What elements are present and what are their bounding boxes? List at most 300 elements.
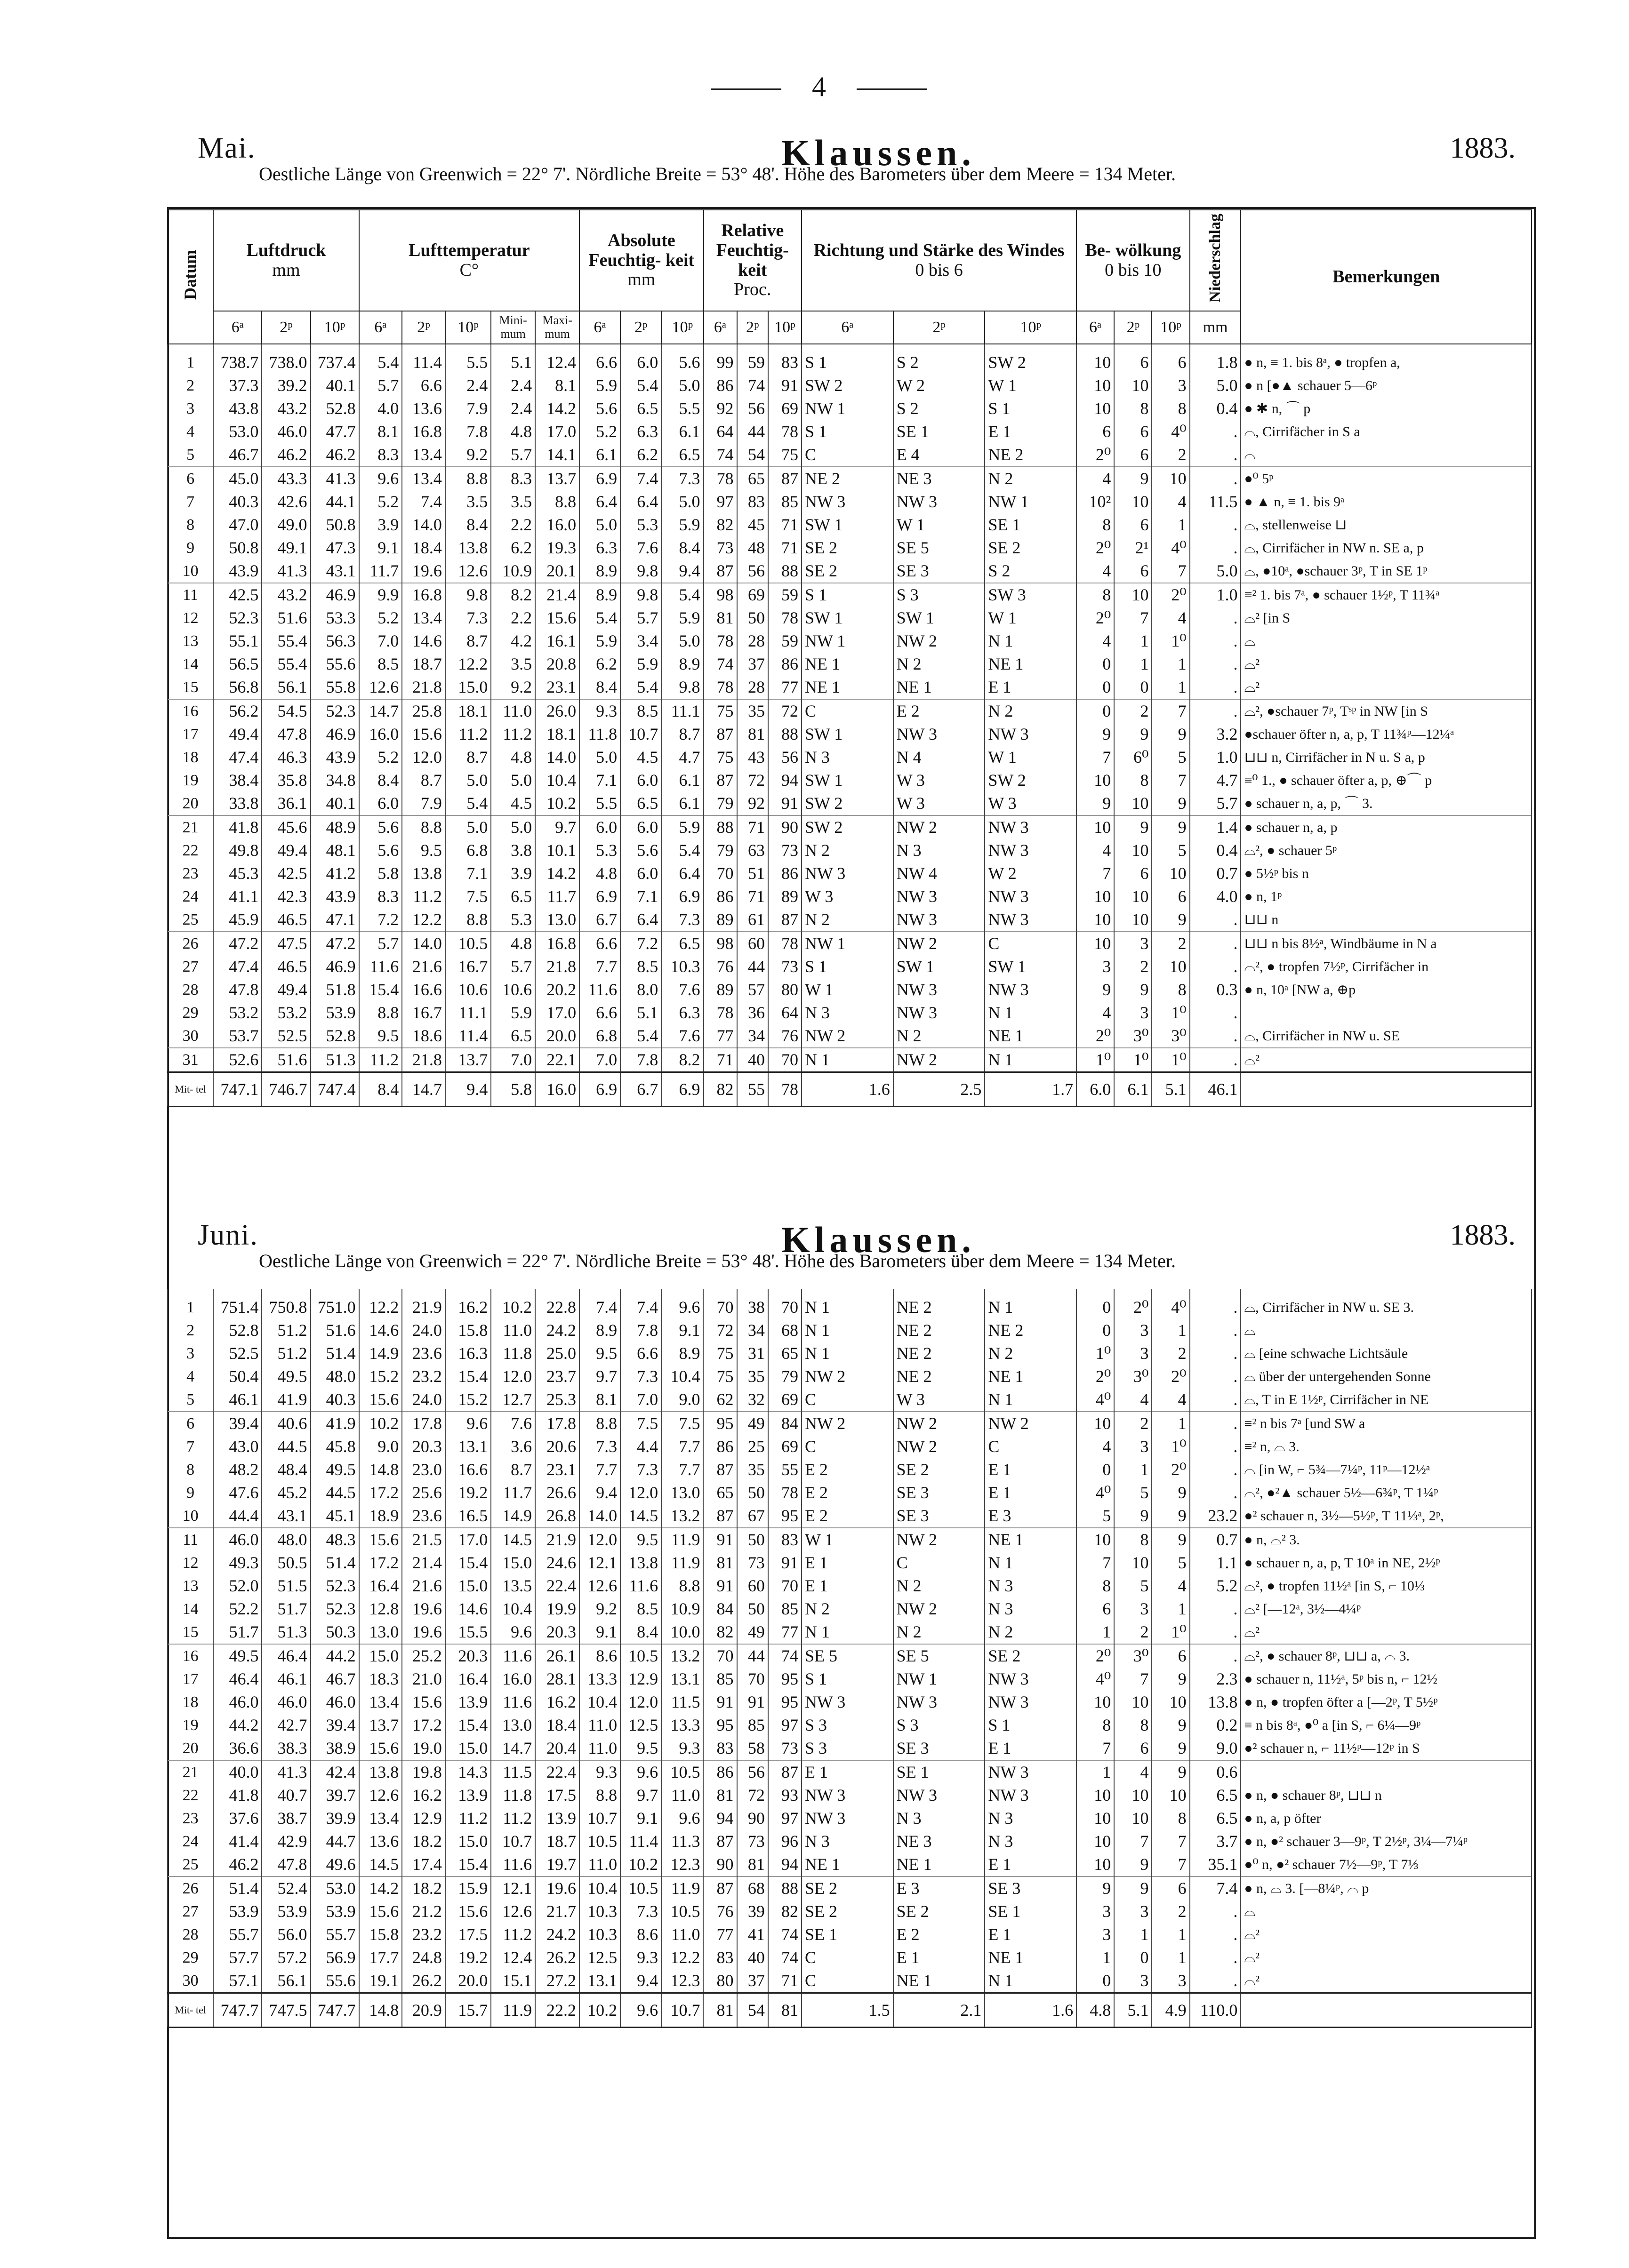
data-cell: 17.0 (535, 420, 579, 443)
data-cell: 5.6 (620, 839, 661, 862)
data-cell: 4 (1076, 559, 1114, 583)
data-cell: 15.9 (445, 1877, 491, 1900)
data-cell: 7.4 (579, 1296, 620, 1319)
data-cell: 26.1 (535, 1644, 579, 1668)
data-cell: 7 (1114, 607, 1152, 630)
remark-cell: ⊔⊔ n, Cirrifächer in N u. S a, p (1241, 746, 1532, 769)
data-cell: 13.9 (535, 1807, 579, 1830)
data-cell: 1.0 (1190, 583, 1241, 607)
data-cell: 15.6 (445, 1900, 491, 1923)
data-cell: 9.7 (579, 1365, 620, 1388)
data-cell: 44.4 (213, 1504, 262, 1528)
data-cell: 4⁰ (1076, 1388, 1114, 1412)
data-cell: 5.0 (579, 746, 620, 769)
date-cell: 19 (168, 1714, 213, 1737)
data-cell: 7.5 (620, 1412, 661, 1435)
data-cell: SE 1 (985, 513, 1076, 536)
remark-cell: ● schauer n, a, p, ⌒ 3. (1241, 792, 1532, 815)
data-cell: NW 2 (893, 1048, 985, 1072)
data-cell: 11.0 (661, 1784, 703, 1807)
data-cell: 11.4 (445, 1024, 491, 1048)
data-cell: 10.7 (579, 1807, 620, 1830)
table-row (168, 1551, 1532, 1574)
data-cell: NW 3 (802, 1784, 893, 1807)
data-cell: S 3 (893, 1714, 985, 1737)
data-cell: 13.4 (402, 607, 445, 630)
data-cell: 75 (703, 1365, 737, 1388)
data-cell: 4 (1076, 467, 1114, 490)
data-cell: 11.8 (491, 1784, 535, 1807)
data-cell: 0.6 (1190, 1760, 1241, 1784)
table-row (168, 1412, 1532, 1435)
data-cell: 17.2 (359, 1481, 402, 1504)
data-cell: 12.4 (491, 1946, 535, 1969)
data-cell: 12.2 (359, 1296, 402, 1319)
data-cell: 738.7 (213, 351, 262, 374)
data-cell: 51.4 (213, 1877, 262, 1900)
data-cell: E 3 (893, 1877, 985, 1900)
table-row (168, 1830, 1532, 1853)
data-cell: NW 3 (893, 978, 985, 1001)
data-cell: 25 (737, 1435, 768, 1458)
remark-cell: ⌓² (1241, 1621, 1532, 1644)
data-cell: 9.6 (620, 1760, 661, 1784)
data-cell: 6.0 (620, 815, 661, 839)
data-cell: 40 (737, 1048, 768, 1072)
remark-cell: ● schauer n, 11½ᵃ, 5ᵖ bis n, ⌐ 12½ (1241, 1668, 1532, 1691)
data-cell: N 1 (802, 1342, 893, 1365)
col-2p: 2ᵖ (737, 311, 768, 344)
data-cell: SE 2 (802, 1877, 893, 1900)
data-cell: 9.6 (661, 1296, 703, 1319)
data-cell: 10.2 (620, 1853, 661, 1877)
data-cell: 6.0 (359, 792, 402, 815)
data-cell: 54 (737, 443, 768, 467)
data-cell: 10 (1114, 490, 1152, 513)
date-cell: 5 (168, 1388, 213, 1412)
data-cell: . (1190, 420, 1241, 443)
data-cell: 11.0 (579, 1714, 620, 1737)
data-cell: 64 (704, 420, 737, 443)
data-cell: NE 1 (802, 676, 893, 699)
data-cell: SW 1 (802, 769, 893, 792)
data-cell: 6.2 (620, 443, 661, 467)
data-cell: N 3 (802, 1001, 893, 1024)
mittel-cell: 20.9 (402, 1993, 445, 2028)
data-cell: 81 (703, 1551, 737, 1574)
data-cell: 9.5 (402, 839, 445, 862)
data-cell: 0 (1076, 1296, 1114, 1319)
data-cell: 79 (704, 839, 737, 862)
data-cell: 8.4 (661, 536, 703, 559)
data-cell: 46.9 (311, 583, 359, 607)
data-cell: 35 (737, 1458, 768, 1481)
data-cell: 44.1 (311, 490, 359, 513)
data-cell: 6 (1076, 420, 1114, 443)
data-cell: 10.5 (445, 932, 491, 955)
data-cell: 41.2 (311, 862, 359, 885)
data-cell: 57.7 (213, 1946, 262, 1969)
data-cell: 2⁰ (1076, 1365, 1114, 1388)
data-cell: 18.4 (535, 1714, 579, 1737)
data-cell: 2⁰ (1152, 1458, 1189, 1481)
data-cell: 56 (737, 559, 768, 583)
data-cell: 14.6 (445, 1597, 491, 1621)
data-cell: 87 (703, 1504, 737, 1528)
date-cell: 10 (168, 559, 213, 583)
mittel-label: Mit- tel (168, 1993, 213, 2028)
data-cell: 12.6 (359, 676, 402, 699)
data-cell: 16.3 (445, 1342, 491, 1365)
data-cell: 44.5 (311, 1481, 359, 1504)
data-cell: 14.0 (402, 513, 445, 536)
remark-cell: ⌓, Cirrifächer in NW u. SE 3. (1241, 1296, 1532, 1319)
data-cell: 12.2 (402, 908, 445, 932)
data-cell: 53.2 (213, 1001, 262, 1024)
data-cell: 48.1 (311, 839, 359, 862)
data-cell: 55.4 (262, 630, 310, 653)
remark-cell: ⌓², ● tropfen 11½ᵃ [in S, ⌐ 10⅓ (1241, 1574, 1532, 1597)
data-cell: 11.2 (491, 1807, 535, 1830)
data-cell: 9 (1152, 723, 1189, 746)
data-cell: S 3 (802, 1714, 893, 1737)
data-cell: 78 (704, 630, 737, 653)
data-cell: 11.6 (491, 1853, 535, 1877)
data-cell: 20.3 (402, 1435, 445, 1458)
data-cell: 39.4 (311, 1714, 359, 1737)
data-cell: NW 3 (985, 723, 1076, 746)
data-cell: 6.6 (579, 351, 620, 374)
table-row (168, 746, 1532, 769)
data-cell: 15.0 (445, 1830, 491, 1853)
data-cell: 7 (1152, 769, 1189, 792)
date-cell: 18 (168, 746, 213, 769)
data-cell: 9.1 (579, 1621, 620, 1644)
data-cell: 53.9 (311, 1900, 359, 1923)
data-cell: E 1 (802, 1760, 893, 1784)
col-6a: 6ᵃ (359, 311, 402, 344)
data-cell: 46.0 (262, 420, 310, 443)
data-cell: 95 (768, 1691, 802, 1714)
data-cell: 12.6 (579, 1574, 620, 1597)
data-cell: 3 (1114, 1900, 1152, 1923)
data-cell: 74 (768, 1923, 802, 1946)
data-cell: 52.2 (213, 1597, 262, 1621)
data-cell: 10 (1076, 769, 1114, 792)
data-cell: 7.8 (620, 1048, 661, 1072)
data-cell: 6.2 (491, 536, 535, 559)
data-cell: 8.8 (359, 1001, 402, 1024)
data-cell: 95 (703, 1714, 737, 1737)
data-cell: 7.4 (620, 1296, 661, 1319)
data-cell: 63 (737, 839, 768, 862)
remark-cell: ⌓² (1241, 653, 1532, 676)
data-cell: 45.3 (213, 862, 262, 885)
data-cell: 20.0 (445, 1969, 491, 1993)
data-cell: 6 (1114, 420, 1152, 443)
data-cell: 1.4 (1190, 815, 1241, 839)
data-cell: 53.9 (262, 1900, 310, 1923)
data-cell: 5.2 (579, 420, 620, 443)
data-cell: 10.7 (620, 723, 661, 746)
data-cell: 21.0 (402, 1668, 445, 1691)
data-cell: 1 (1152, 1923, 1189, 1946)
data-cell: 8.3 (359, 443, 402, 467)
data-cell: 48.0 (262, 1528, 310, 1551)
data-cell: 74 (704, 443, 737, 467)
data-cell: 4.8 (491, 420, 535, 443)
data-cell: 15.6 (402, 723, 445, 746)
data-cell: 40.7 (262, 1784, 310, 1807)
data-cell: 59 (768, 630, 802, 653)
data-cell: SW 1 (802, 723, 893, 746)
data-cell: 71 (704, 1048, 737, 1072)
data-cell: 48.4 (262, 1458, 310, 1481)
data-cell: 5.3 (579, 839, 620, 862)
data-cell: NE 1 (893, 676, 985, 699)
data-cell: 45.1 (311, 1504, 359, 1528)
date-cell: 17 (168, 1668, 213, 1691)
data-cell: 78 (768, 607, 802, 630)
data-cell: 13.5 (491, 1574, 535, 1597)
table-row (168, 397, 1532, 420)
remark-cell: ⌓² (1241, 1969, 1532, 1993)
data-cell: 22.4 (535, 1760, 579, 1784)
data-cell: 21.9 (402, 1296, 445, 1319)
data-cell: 5.5 (579, 792, 620, 815)
data-cell: E 1 (985, 420, 1076, 443)
data-cell: 6⁰ (1114, 746, 1152, 769)
data-cell: 7.7 (579, 1458, 620, 1481)
data-cell: 1 (1152, 1597, 1189, 1621)
data-cell: . (1190, 1365, 1241, 1388)
june-location: Oestliche Länge von Greenwich = 22° 7'. Nördliche Breite = 53° 48'. Höhe des Barometers über dem Meere = 134 Meter. (259, 1250, 1176, 1271)
data-cell: 40.1 (311, 374, 359, 397)
remark-cell: ⌓, stellenweise ⊔ (1241, 513, 1532, 536)
data-cell: 10 (1076, 397, 1114, 420)
remark-cell: ⌓² (1241, 1048, 1532, 1072)
data-cell: 2⁰ (1076, 443, 1114, 467)
data-cell: 13.6 (359, 1830, 402, 1853)
remark-cell: ⌓ (1241, 443, 1532, 467)
data-cell: 7.1 (445, 862, 491, 885)
data-cell: 8 (1152, 397, 1189, 420)
data-cell: 5.7 (359, 374, 402, 397)
data-cell: 7.8 (445, 420, 491, 443)
mittel-cell: 747.7 (311, 1993, 359, 2028)
data-cell: 7.1 (579, 769, 620, 792)
data-cell: 5.9 (661, 815, 703, 839)
data-cell: 6.1 (661, 420, 703, 443)
data-cell: 90 (737, 1807, 768, 1830)
data-cell: 52.8 (311, 397, 359, 420)
data-cell: 95 (703, 1412, 737, 1435)
data-cell: 8.2 (661, 1048, 703, 1072)
data-cell: N 3 (893, 1807, 985, 1830)
table-row (168, 1528, 1532, 1551)
data-cell: 17.8 (402, 1412, 445, 1435)
data-cell: 51.6 (262, 1048, 310, 1072)
data-cell: 57.1 (213, 1969, 262, 1993)
data-cell: 2.2 (491, 607, 535, 630)
data-cell: 64 (768, 1001, 802, 1024)
date-cell: 25 (168, 1853, 213, 1877)
data-cell: 5.0 (491, 769, 535, 792)
data-cell: 9.5 (620, 1737, 661, 1760)
data-cell: 41 (737, 1923, 768, 1946)
may-month: Mai. (198, 132, 256, 164)
data-cell: SE 3 (893, 1504, 985, 1528)
data-cell: . (1190, 1024, 1241, 1048)
june-table-block (167, 1289, 1532, 2028)
mittel-cell: 1.6 (985, 1993, 1076, 2028)
data-cell: 4⁰ (1152, 536, 1189, 559)
data-cell: 7.7 (661, 1435, 703, 1458)
data-cell: 5 (1114, 1574, 1152, 1597)
data-cell: 52.8 (213, 1319, 262, 1342)
data-cell: 14.5 (491, 1528, 535, 1551)
data-cell: 4 (1114, 1760, 1152, 1784)
data-cell: 4 (1076, 839, 1114, 862)
data-cell: 46.1 (213, 1388, 262, 1412)
data-cell: N 2 (893, 1574, 985, 1597)
data-cell: 750.8 (262, 1296, 310, 1319)
data-cell: 3.9 (359, 513, 402, 536)
remark-cell: ≡⁰ 1., ● schauer öfter a, p, ⊕⌒ p (1241, 769, 1532, 792)
data-cell: 13.8 (359, 1760, 402, 1784)
data-cell: E 1 (985, 1481, 1076, 1504)
data-cell: SE 2 (893, 1900, 985, 1923)
data-cell: NE 1 (985, 1946, 1076, 1969)
data-cell: 8.5 (620, 699, 661, 723)
data-cell: 78 (768, 1481, 802, 1504)
mittel-cell: 46.1 (1190, 1072, 1241, 1107)
data-cell: 48.9 (311, 815, 359, 839)
data-cell: 48 (737, 536, 768, 559)
data-cell: 8.4 (620, 1621, 661, 1644)
table-row (168, 1504, 1532, 1528)
data-cell: 46.9 (311, 955, 359, 978)
data-cell: 9 (1152, 1528, 1189, 1551)
data-cell: 4.0 (359, 397, 402, 420)
date-cell: 20 (168, 792, 213, 815)
data-cell: . (1190, 1412, 1241, 1435)
data-cell: 3 (1114, 1597, 1152, 1621)
data-cell: 19.1 (359, 1969, 402, 1993)
data-cell: 7.4 (402, 490, 445, 513)
data-cell: 11.9 (661, 1551, 703, 1574)
data-cell: 47.0 (213, 513, 262, 536)
mittel-cell: 22.2 (535, 1993, 579, 2028)
remark-cell: ≡² n, ⌓ 3. (1241, 1435, 1532, 1458)
date-cell: 12 (168, 607, 213, 630)
col-max: Maxi- mum (535, 311, 579, 344)
data-cell: 1 (1114, 1923, 1152, 1946)
data-cell: 52.8 (311, 1024, 359, 1048)
data-cell: 5.1 (620, 1001, 661, 1024)
remark-cell: ⌓² (1241, 676, 1532, 699)
data-cell: 13.0 (535, 908, 579, 932)
data-cell: 55.4 (262, 653, 310, 676)
data-cell: SW 2 (985, 769, 1076, 792)
data-cell: 0 (1076, 653, 1114, 676)
mittel-cell: 11.9 (491, 1993, 535, 2028)
table-row (168, 1365, 1532, 1388)
date-cell: 5 (168, 443, 213, 467)
data-cell: 16.8 (402, 583, 445, 607)
data-cell: 81 (737, 1853, 768, 1877)
data-cell: 5.5 (661, 397, 703, 420)
data-cell: 11.4 (620, 1830, 661, 1853)
data-cell: 11.0 (491, 1319, 535, 1342)
data-cell: 2.2 (491, 513, 535, 536)
data-cell: 9 (1152, 1668, 1189, 1691)
data-cell: 47.6 (213, 1481, 262, 1504)
data-cell: 3 (1076, 1923, 1114, 1946)
data-cell: 8.8 (579, 1412, 620, 1435)
table-row (168, 699, 1532, 723)
data-cell: 7 (1152, 1830, 1189, 1853)
data-cell: 11.1 (445, 1001, 491, 1024)
date-cell: 29 (168, 1001, 213, 1024)
data-cell: 51.2 (262, 1342, 310, 1365)
data-cell: 89 (768, 885, 802, 908)
data-cell: 10.2 (535, 792, 579, 815)
data-cell: 77 (768, 676, 802, 699)
data-cell: 13.4 (402, 443, 445, 467)
data-cell: W 1 (893, 513, 985, 536)
data-cell: NE 1 (802, 653, 893, 676)
data-cell: 8 (1114, 769, 1152, 792)
date-cell: 13 (168, 1574, 213, 1597)
data-cell: N 1 (985, 630, 1076, 653)
data-cell: 5.9 (579, 630, 620, 653)
data-cell: SW 1 (802, 607, 893, 630)
data-cell: 40.0 (213, 1760, 262, 1784)
data-cell: 3.8 (491, 839, 535, 862)
remark-cell: ● n, ● schauer 8ᵖ, ⊔⊔ n (1241, 1784, 1532, 1807)
data-cell: 4 (1076, 1001, 1114, 1024)
data-cell: 6.5 (661, 443, 703, 467)
data-cell: 10 (1076, 1412, 1114, 1435)
data-cell: 4.7 (661, 746, 703, 769)
data-cell: 20.3 (535, 1621, 579, 1644)
remark-cell: ● ▲ n, ≡ 1. bis 9ᵃ (1241, 490, 1532, 513)
data-cell: 8.7 (445, 630, 491, 653)
data-cell: SE 3 (985, 1877, 1076, 1900)
abs-header: Absolute Feuchtig- keit mm (579, 210, 703, 311)
data-cell: 12.0 (620, 1691, 661, 1714)
data-cell: 5.7 (359, 932, 402, 955)
data-cell: NE 3 (893, 467, 985, 490)
data-cell: 16.5 (445, 1504, 491, 1528)
data-cell: . (1190, 536, 1241, 559)
data-cell: 45.0 (213, 467, 262, 490)
data-cell: 10 (1076, 932, 1114, 955)
data-cell: E 1 (985, 1853, 1076, 1877)
data-cell: 5.0 (445, 769, 491, 792)
table-row (168, 908, 1532, 932)
data-cell: 14.0 (579, 1504, 620, 1528)
data-cell: S 1 (802, 955, 893, 978)
data-cell: 41.9 (262, 1388, 310, 1412)
data-cell: 10.4 (661, 1365, 703, 1388)
data-cell: 10 (1114, 908, 1152, 932)
data-cell: SE 1 (802, 1923, 893, 1946)
data-cell: 9 (1114, 1504, 1152, 1528)
data-cell: 11.3 (661, 1830, 703, 1853)
table-row (168, 1319, 1532, 1342)
